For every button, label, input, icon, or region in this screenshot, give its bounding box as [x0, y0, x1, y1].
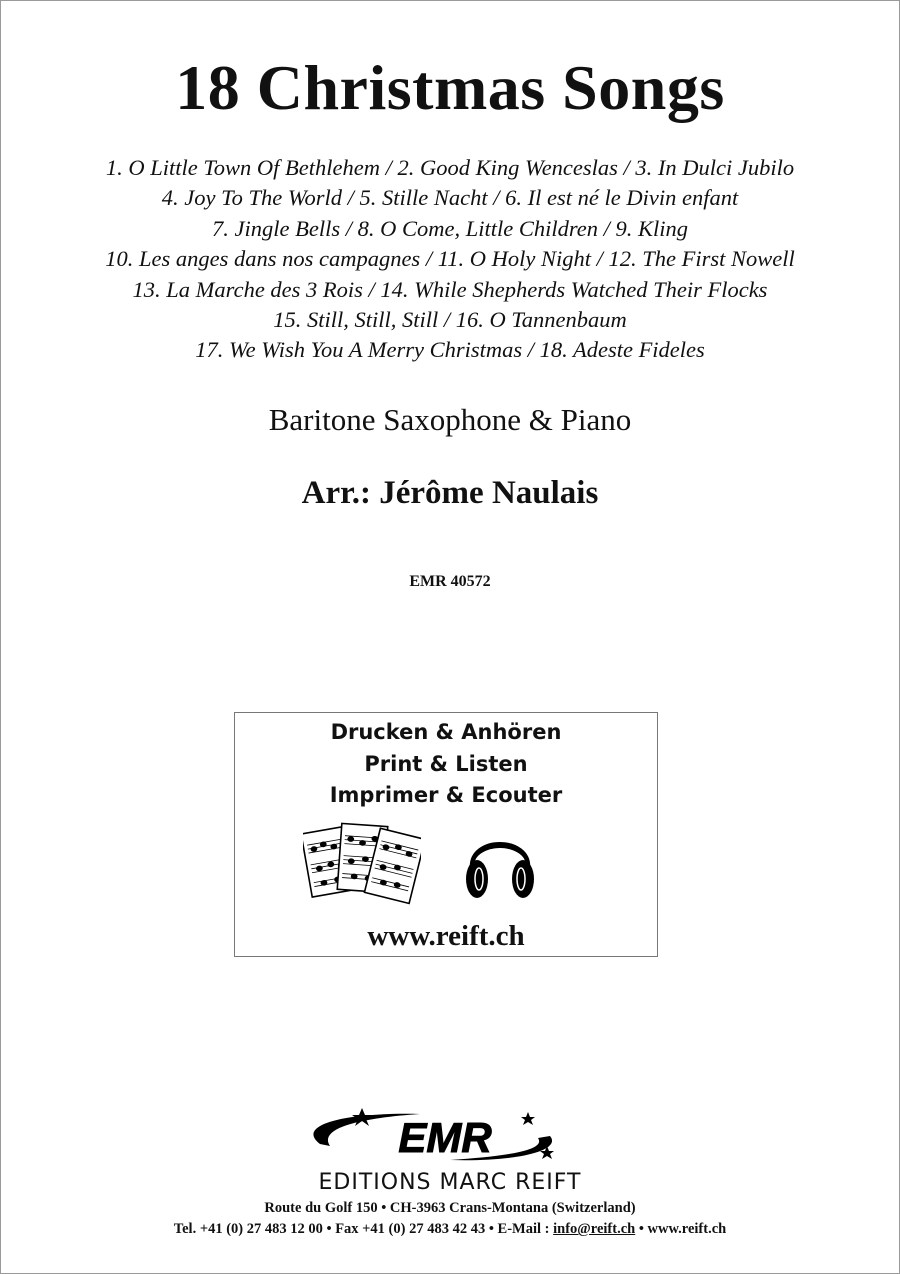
- song-line: 10. Les anges dans nos campagnes / 11. O Holy Night / 12. The First Nowell: [105, 246, 795, 272]
- song-list: [0, 153, 900, 366]
- publisher-name: EDITIONS MARC REIFT: [318, 1170, 582, 1195]
- headphones-icon: [465, 823, 535, 903]
- arranger: Arr.: Jérôme Naulais: [301, 475, 599, 511]
- instrumentation: Baritone Saxophone & Piano: [268, 402, 632, 437]
- song-line: 7. Jingle Bells / 8. O Come, Little Children / 9. Kling: [211, 215, 688, 241]
- song-line: 15. Still, Still, Still / 16. O Tannenbaum: [273, 307, 627, 333]
- logo-text: EMR: [398, 1114, 492, 1161]
- publisher-contact: [0, 1220, 900, 1238]
- contact-phone-fax: Tel. +41 (0) 27 483 12 00 • Fax +41 (0) 27 483 42 43 • E-Mail :: [173, 1221, 554, 1237]
- promo-line-fr: Imprimer & Ecouter: [329, 783, 563, 807]
- song-line: 17. We Wish You A Merry Christmas / 18. Adeste Fideles: [195, 337, 705, 363]
- email-link[interactable]: info@reift.ch: [553, 1221, 636, 1237]
- song-line: 4. Joy To The World / 5. Stille Nacht / 6. Il est né le Divin enfant: [161, 185, 739, 211]
- contact-website[interactable]: • www.reift.ch: [635, 1221, 727, 1237]
- promo-line-de: Drucken & Anhören: [330, 720, 562, 744]
- song-line: 1. O Little Town Of Bethlehem / 2. Good King Wenceslas / 3. In Dulci Jubilo: [105, 155, 795, 180]
- catalog-number: EMR 40572: [409, 573, 491, 590]
- page-title: 18 Christmas Songs: [175, 52, 725, 123]
- song-line: 13. La Marche des 3 Rois / 14. While Shepherds Watched Their Flocks: [132, 276, 768, 302]
- emr-logo: [300, 1106, 570, 1166]
- promo-text: [235, 717, 657, 812]
- print-listen-box: [234, 712, 658, 957]
- promo-line-en: Print & Listen: [364, 751, 528, 776]
- publisher-address: Route du Golf 150 • CH-3963 Crans-Montana (Switzerland): [264, 1200, 636, 1216]
- sheet-music-icon: [303, 819, 421, 911]
- promo-url[interactable]: www.reift.ch: [367, 920, 525, 952]
